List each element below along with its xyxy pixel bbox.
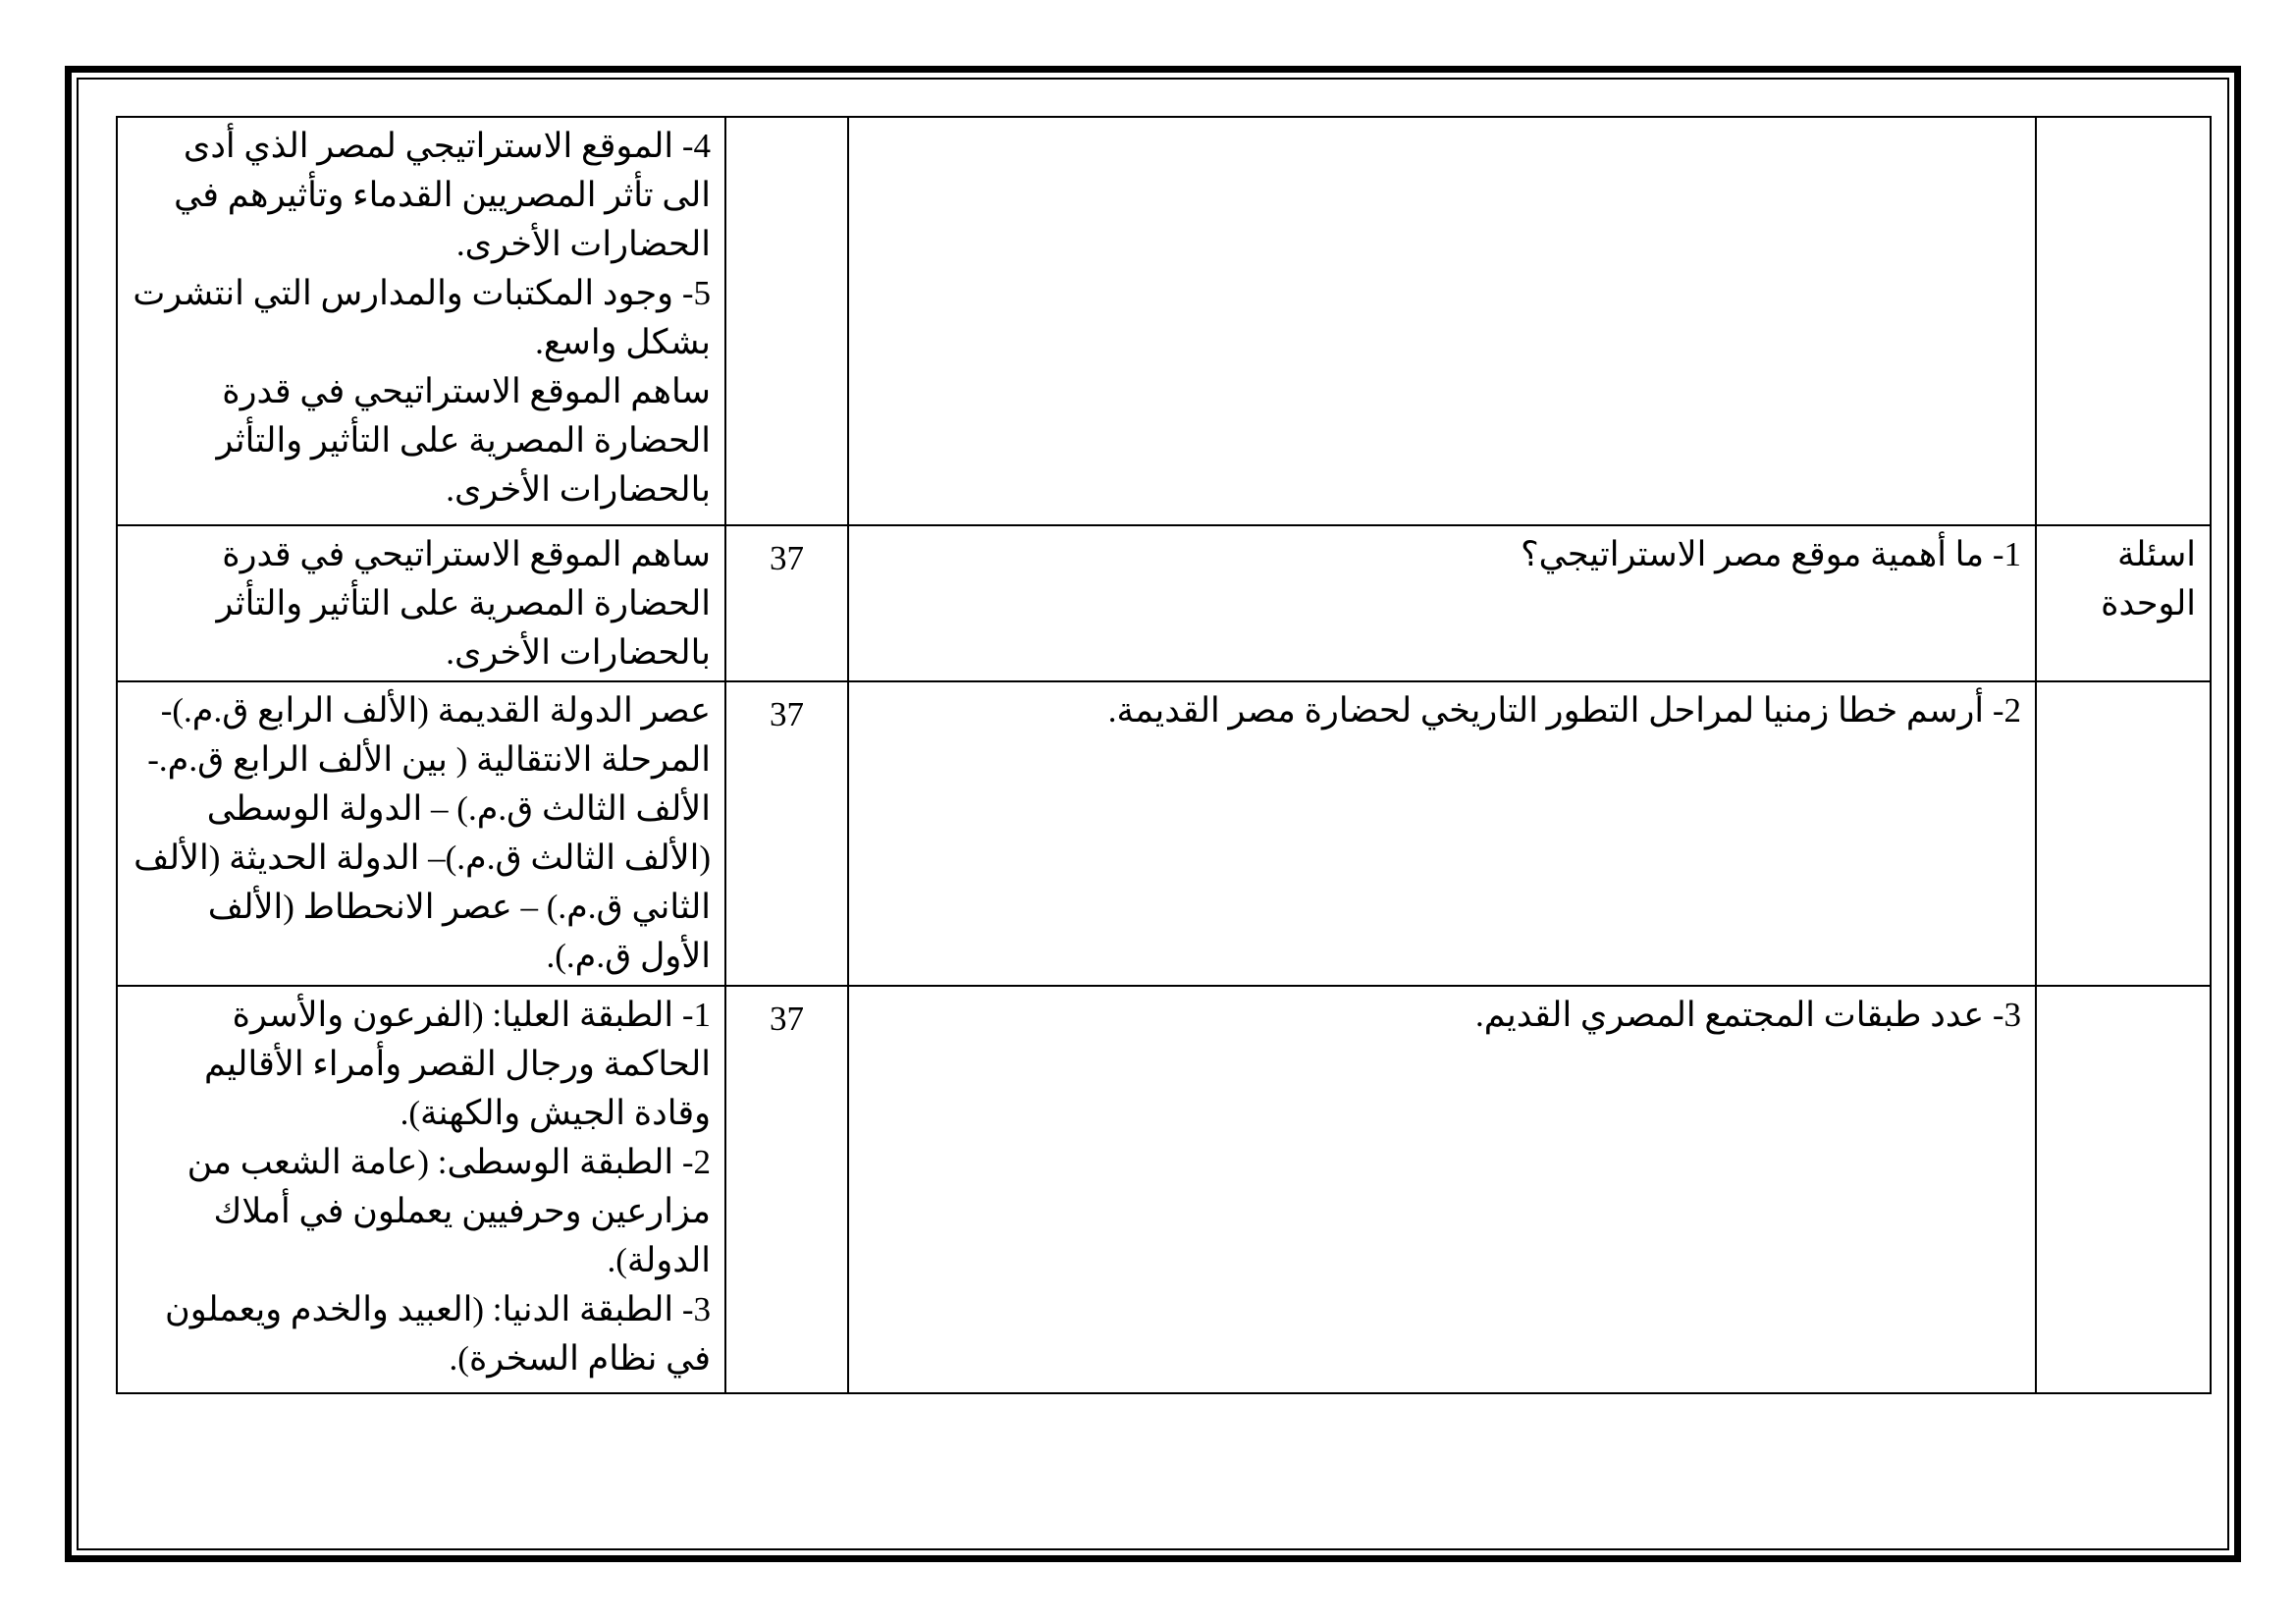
table-row — [117, 986, 2211, 1393]
unit-label-cell — [2036, 986, 2211, 1393]
unit-label-cell — [2036, 681, 2211, 986]
table-row — [117, 117, 2211, 525]
page-number-cell: 37 — [725, 525, 848, 681]
unit-label-cell — [2036, 117, 2211, 525]
question-cell — [848, 117, 2036, 525]
page-number-cell — [725, 117, 848, 525]
answer-cell: 1- الطبقة العليا: (الفرعون والأسرة الحاكمة ورجال القصر وأمراء الأقاليم وقادة الجيش والكهنة). 2- الطبقة الوسطى: (عامة الشعب من مزارعين وحرفيين يعملون في أملاك الدولة). 3- الطبقة الدنيا: (العبيد والخدم ويعملون في نظام السخرة). — [117, 986, 725, 1393]
question-cell: 3- عدد طبقات المجتمع المصري القديم. — [848, 986, 2036, 1393]
table-row — [117, 681, 2211, 986]
unit-questions-table — [116, 116, 2212, 1394]
unit-label-cell: اسئلة الوحدة — [2036, 525, 2211, 681]
answer-cell: 4- الموقع الاستراتيجي لمصر الذي أدى الى تأثر المصريين القدماء وتأثيرهم في الحضارات الأخرى. 5- وجود المكتبات والمدارس التي انتشرت بشكل واسع. ساهم الموقع الاستراتيحي في قدرة الحضارة المصرية على التأثير والتأثر بالحضارات الأخرى. — [117, 117, 725, 525]
answer-cell: عصر الدولة القديمة (الألف الرابع ق.م.)- المرحلة الانتقالية ( بين الألف الرابع ق.م.- الألف الثالث ق.م.) – الدولة الوسطى (الألف الثالث ق.م.)– الدولة الحديثة (الألف الثاني ق.م.) – عصر الانحطاط (الألف الأول ق.م.). — [117, 681, 725, 986]
question-cell: 1- ما أهمية موقع مصر الاستراتيجي؟ — [848, 525, 2036, 681]
question-cell: 2- أرسم خطا زمنيا لمراحل التطور التاريخي لحضارة مصر القديمة. — [848, 681, 2036, 986]
page-number-cell: 37 — [725, 681, 848, 986]
answer-cell: ساهم الموقع الاستراتيحي في قدرة الحضارة المصرية على التأثير والتأثر بالحضارات الأخرى. — [117, 525, 725, 681]
table-row — [117, 525, 2211, 681]
page-number-cell: 37 — [725, 986, 848, 1393]
